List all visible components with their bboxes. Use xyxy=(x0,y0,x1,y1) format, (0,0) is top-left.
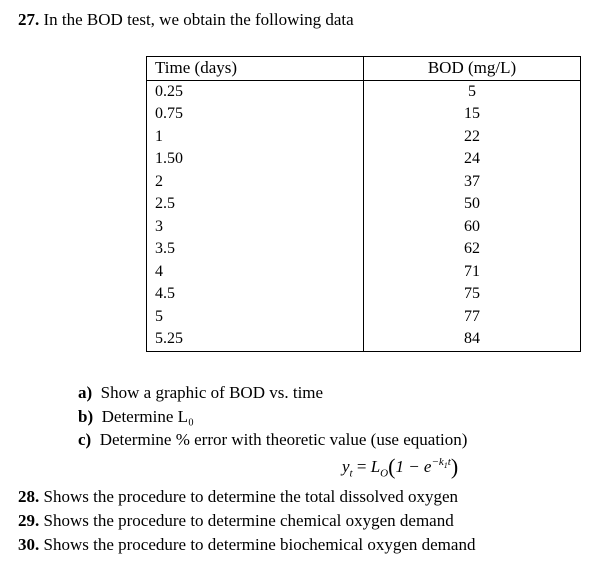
item-text: Determine L₀ xyxy=(101,406,194,426)
question-text: Shows the procedure to determine chemical oxygen demand xyxy=(43,511,454,530)
sub-questions-list xyxy=(78,381,467,452)
bod-cell: 50 xyxy=(364,193,581,216)
table-row xyxy=(147,283,581,306)
time-cell: 3.5 xyxy=(147,238,364,261)
time-cell: 1 xyxy=(147,126,364,149)
eq-one-minus: 1 − e xyxy=(395,457,432,476)
item-label: b) xyxy=(78,406,94,426)
question-27 xyxy=(18,10,354,30)
table-row xyxy=(147,103,581,126)
header-time: Time (days) xyxy=(147,57,364,81)
eq-exp: −k xyxy=(431,456,444,469)
table-row xyxy=(147,238,581,261)
list-item xyxy=(78,381,467,405)
list-item xyxy=(78,428,467,452)
bod-data-table xyxy=(146,56,581,352)
bod-cell: 84 xyxy=(364,328,581,351)
time-cell: 3 xyxy=(147,216,364,239)
bod-cell: 15 xyxy=(364,103,581,126)
eq-L-sub: O xyxy=(380,467,389,480)
bod-cell: 22 xyxy=(364,126,581,149)
eq-equals: = xyxy=(352,457,371,476)
eq-exp-sub: 1 xyxy=(443,461,448,471)
eq-exp-t: t xyxy=(447,456,451,469)
bod-cell: 60 xyxy=(364,216,581,239)
question-27-number: 27. xyxy=(18,10,40,29)
time-cell: 2 xyxy=(147,171,364,194)
header-bod: BOD (mg/L) xyxy=(364,57,581,81)
eq-y: y xyxy=(342,457,350,476)
bod-cell: 71 xyxy=(364,261,581,284)
item-label: a) xyxy=(78,383,93,402)
eq-y-sub: t xyxy=(349,467,353,480)
table-header-row xyxy=(147,57,581,81)
table-row xyxy=(147,126,581,149)
bod-cell: 24 xyxy=(364,148,581,171)
question-27-text: In the BOD test, we obtain the following data xyxy=(43,10,354,29)
time-cell: 5.25 xyxy=(147,328,364,351)
eq-open-paren: ( xyxy=(388,454,396,479)
eq-close-paren: ) xyxy=(450,454,459,479)
question-number: 28. xyxy=(18,487,40,506)
eq-L: L xyxy=(370,457,381,476)
time-cell: 1.50 xyxy=(147,148,364,171)
table-row xyxy=(147,306,581,329)
table-row xyxy=(147,261,581,284)
table-row xyxy=(147,80,581,103)
table-row xyxy=(147,328,581,351)
time-cell: 0.75 xyxy=(147,103,364,126)
item-text: Show a graphic of BOD vs. time xyxy=(100,383,324,402)
question-text: Shows the procedure to determine the total dissolved oxygen xyxy=(43,487,459,506)
bod-equation xyxy=(342,454,458,480)
question-28 xyxy=(18,486,458,508)
table-row xyxy=(147,148,581,171)
item-label: c) xyxy=(78,430,92,449)
time-cell: 4 xyxy=(147,261,364,284)
table-row xyxy=(147,216,581,239)
item-text: Determine % error with theoretic value (use equation) xyxy=(99,430,468,449)
table-row xyxy=(147,193,581,216)
bod-cell: 37 xyxy=(364,171,581,194)
time-cell: 0.25 xyxy=(147,80,364,103)
bod-cell: 62 xyxy=(364,238,581,261)
question-number: 29. xyxy=(18,511,40,530)
table-row xyxy=(147,171,581,194)
bod-cell: 75 xyxy=(364,283,581,306)
question-number: 30. xyxy=(18,535,40,554)
time-cell: 5 xyxy=(147,306,364,329)
time-cell: 2.5 xyxy=(147,193,364,216)
question-text: Shows the procedure to determine biochemical oxygen demand xyxy=(43,535,476,554)
bod-cell: 77 xyxy=(364,306,581,329)
bod-cell: 5 xyxy=(364,80,581,103)
time-cell: 4.5 xyxy=(147,283,364,306)
question-29 xyxy=(18,510,454,532)
list-item xyxy=(78,405,467,429)
question-30 xyxy=(18,534,475,556)
